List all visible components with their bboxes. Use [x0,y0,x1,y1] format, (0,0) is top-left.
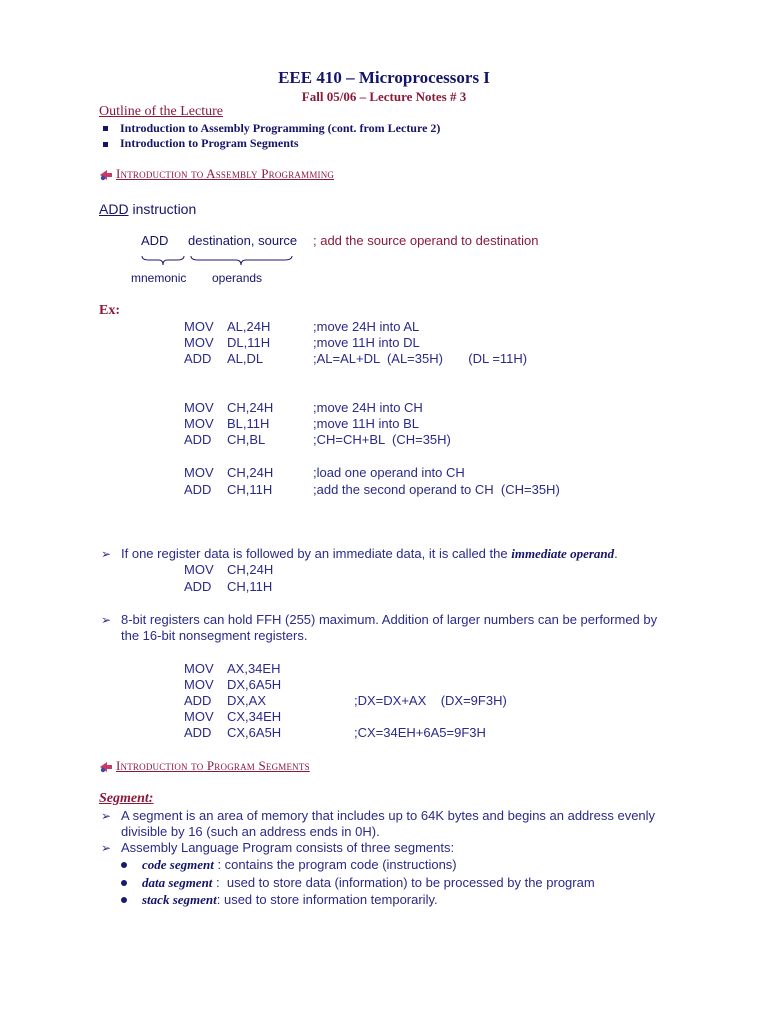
bullet-text: : used to store data (information) to be processed by the program [212,875,595,890]
code-args: CX,6A5H [227,725,282,740]
bullet-data-segment [142,875,595,891]
code-comment: ;load one operand into CH [313,465,465,480]
code-args: DL,11H [227,335,271,350]
syntax-mnemonic: ADD [141,233,169,248]
curly-brace-icon [141,253,185,271]
syntax-comment: ; add the source operand to destination [313,233,539,248]
code-op: ADD [184,725,212,740]
bullet-text: : contains the program code (instructions) [213,857,457,872]
square-bullet-icon [103,126,108,131]
arrowhead-bullet-icon: ➢ [101,841,112,855]
code-comment: ;CX=34EH+6A5=9F3H [354,725,486,740]
syntax-operands: destination, source [188,233,298,248]
immediate-end: . [614,546,618,561]
code-args: CH,BL [227,432,266,447]
code-op: MOV [184,319,214,334]
round-bullet-icon [121,897,127,903]
code-comment: ;move 24H into CH [313,400,423,415]
decorative-pointer-icon [99,760,113,779]
page-title: EEE 410 – Microprocessors I [278,68,490,87]
code-op: ADD [184,693,212,708]
round-bullet-icon [121,880,127,886]
code-args: CH,24H [227,400,274,415]
square-bullet-icon [103,142,108,147]
code-op: ADD [184,579,212,594]
immediate-term: immediate operand [511,546,615,561]
code-comment: ;AL=AL+DL (AL=35H) (DL =11H) [313,351,528,366]
bullet-code-segment [142,857,457,873]
decorative-pointer-icon [99,168,113,187]
code-comment: ;DX=DX+AX (DX=9F3H) [354,693,507,708]
eightbit-line-1: 8-bit registers can hold FFH (255) maximum. Addition of larger numbers can be performed by [121,612,658,627]
immediate-operand-text [121,546,618,562]
code-op: MOV [184,400,214,415]
code-args: CX,34EH [227,709,282,724]
code-op: MOV [184,562,214,577]
page-subtitle: Fall 05/06 – Lecture Notes # 3 [301,89,467,104]
code-args: CH,11H [227,579,273,594]
code-args: CH,24H [227,562,274,577]
code-comment: ;move 11H into BL [313,416,419,431]
segment-line-2: divisible by 16 (such an address ends in 0H). [121,824,380,839]
segment-line-1: A segment is an area of memory that includes up to 64K bytes and begins an address evenly [121,808,656,823]
bullet-term: data segment [142,875,213,890]
code-args: BL,11H [227,416,270,431]
outline-heading: Outline of the Lecture [99,104,224,119]
arrowhead-bullet-icon: ➢ [101,613,112,627]
code-args: CH,24H [227,465,274,480]
code-comment: ;CH=CH+BL (CH=35H) [313,432,451,447]
example-label: Ex: [99,303,120,318]
code-args: AX,34EH [227,661,281,676]
segment-heading: Segment: [99,791,154,806]
code-args: DX,AX [227,693,267,708]
code-op: ADD [184,351,212,366]
bullet-term: stack segment [142,892,217,907]
section-heading-assembly: Introduction to Assembly Programming [116,166,335,181]
code-op: ADD [184,482,212,497]
code-args: AL,24H [227,319,271,334]
outline-item-2: Introduction to Program Segments [120,136,299,150]
arrowhead-bullet-icon: ➢ [101,547,112,561]
operands-label: operands [212,271,263,285]
add-instruction-line [99,201,196,217]
mnemonic-label: mnemonic [131,271,187,285]
arrowhead-bullet-icon: ➢ [101,809,112,823]
round-bullet-icon [121,862,127,868]
code-op: MOV [184,465,214,480]
bullet-stack-segment [142,892,438,908]
code-args: AL,DL [227,351,264,366]
bullet-term: code segment [142,857,214,872]
code-comment: ;add the second operand to CH (CH=35H) [313,482,560,497]
code-op: MOV [184,677,214,692]
outline-item-1: Introduction to Assembly Programming (cont. from Lecture 2) [120,121,441,135]
code-op: MOV [184,335,214,350]
section-heading-segments: Introduction to Program Segments [116,758,310,773]
immediate-text: If one register data is followed by an immediate data, it is called the [121,546,512,561]
code-op: MOV [184,709,214,724]
add-label: ADD [99,201,129,217]
code-args: CH,11H [227,482,273,497]
code-comment: ;move 24H into AL [313,319,420,334]
code-args: DX,6A5H [227,677,282,692]
code-op: MOV [184,661,214,676]
eightbit-line-2: the 16-bit nonsegment registers. [121,628,308,643]
code-op: ADD [184,432,212,447]
code-comment: ;move 11H into DL [313,335,420,350]
bullet-text: : used to store information temporarily. [216,892,438,907]
add-rest: instruction [128,201,197,217]
curly-brace-icon [190,253,293,271]
code-op: MOV [184,416,214,431]
alp-line: Assembly Language Program consists of three segments: [121,840,455,855]
